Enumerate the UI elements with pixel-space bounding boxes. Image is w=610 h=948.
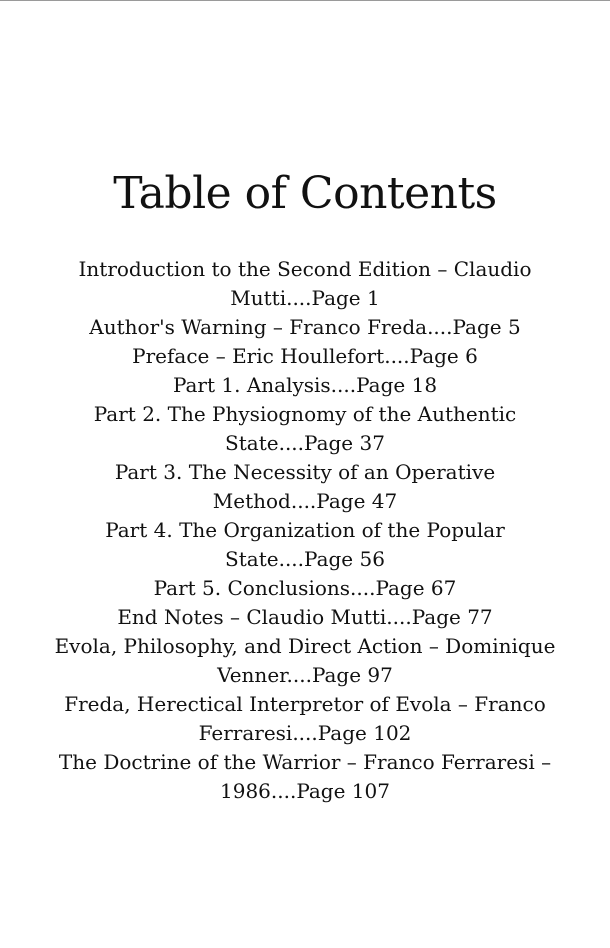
toc-entry-introduction: Introduction to the Second Edition – Claudio Mutti....Page 1 [78,257,532,310]
toc-entry-part-3: Part 3. The Necessity of an Operative Method....Page 47 [114,460,496,513]
page-title: Table of Contents [113,168,497,219]
toc-entry-evola-philosophy: Evola, Philosophy, and Direct Action – Dominique Venner....Page 97 [54,634,556,687]
toc-entry-part-5: Part 5. Conclusions....Page 67 [153,576,457,600]
toc-entry-end-notes: End Notes – Claudio Mutti....Page 77 [117,605,493,629]
toc-entry-part-4: Part 4. The Organization of the Popular State....Page 56 [105,518,505,571]
toc-entry-freda-interpretor: Freda, Herectical Interpretor of Evola – Franco Ferraresi....Page 102 [64,692,546,745]
toc-entry-part-2: Part 2. The Physiognomy of the Authentic State....Page 37 [93,402,517,455]
toc-entry-doctrine-warrior: The Doctrine of the Warrior – Franco Ferraresi – 1986....Page 107 [58,750,552,803]
toc-entry-authors-warning: Author's Warning – Franco Freda....Page 5 [89,315,521,339]
table-of-contents [52,255,558,806]
toc-entry-part-1: Part 1. Analysis....Page 18 [172,373,438,397]
toc-entry-preface: Preface – Eric Houllefort....Page 6 [132,344,478,368]
